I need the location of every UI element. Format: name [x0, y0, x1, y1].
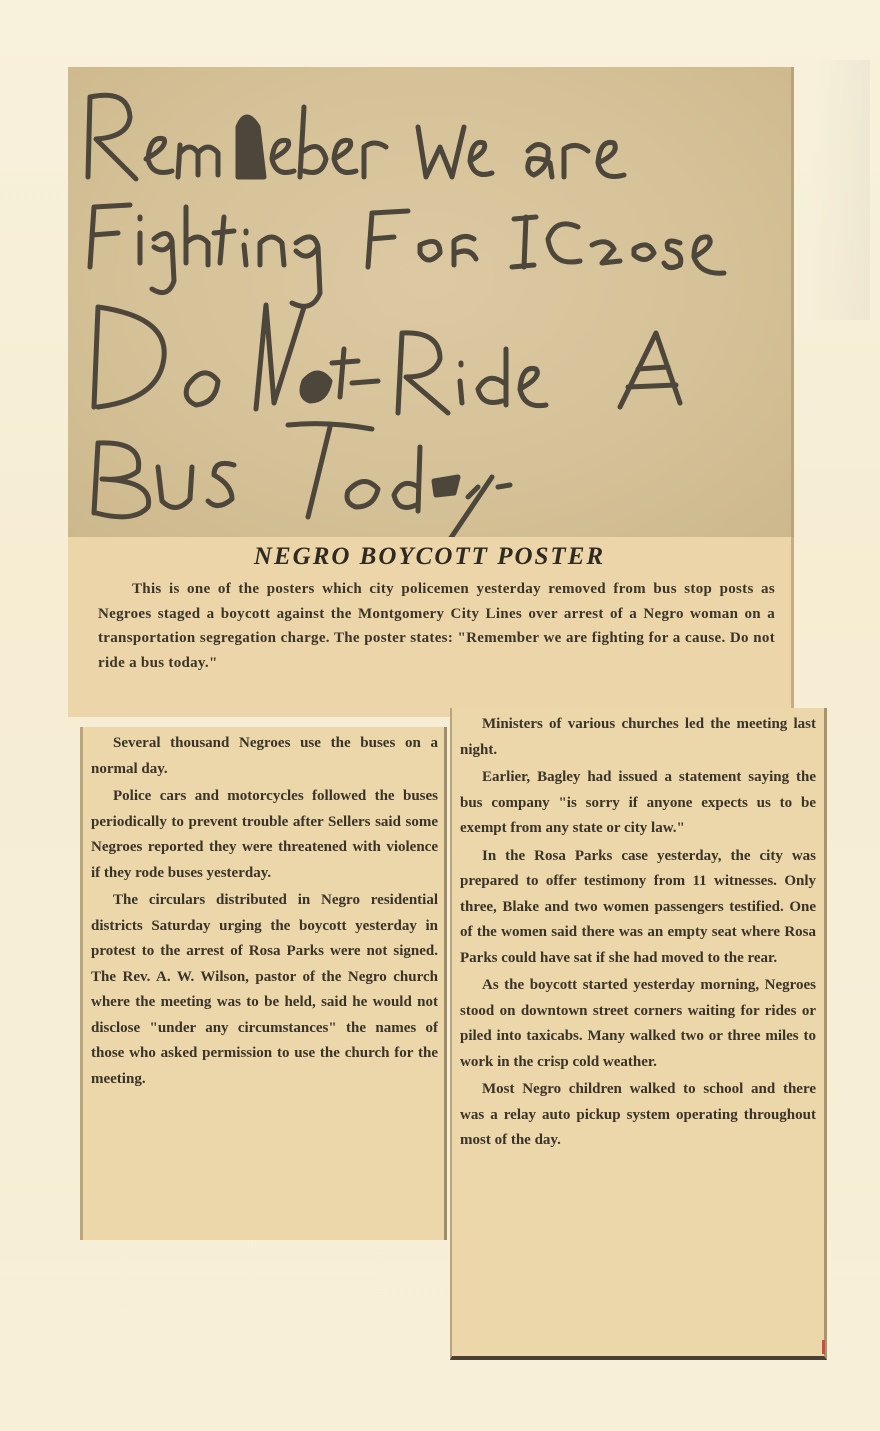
paragraph: Ministers of various churches led the meeting last night. — [460, 716, 816, 758]
paragraph: In the Rosa Parks case yesterday, the city was prepared to offer testimony from 11 witnesses. Only three, Blake and two women passengers testified. One of the women said there was an empty seat where Rosa Parks could have sat if she had moved to the rear. — [460, 847, 816, 966]
paragraph: Earlier, Bagley had issued a statement saying the bus company "is sorry if anyone expects us to be exempt from any state or city law." — [460, 769, 816, 836]
caption-text: This is one of the posters which city policemen yesterday removed from bus stop posts as Negroes staged a boycott against the Montgomery City Lines over arrest of a Negro woman on a transportation segregation charge. The poster states: "Remember we are fighting for a cause. Do not ride a bus today." — [98, 581, 775, 671]
paragraph: As the boycott started yesterday morning, Negroes stood on downtown street corners waiting for rides or piled into taxicabs. Many walked two or three miles to work in the crisp cold weather. — [460, 977, 816, 1070]
red-ink-mark — [822, 1340, 825, 1354]
paragraph: Several thousand Negroes use the buses on a normal day. — [91, 735, 438, 777]
bleed-through-shadow — [810, 60, 870, 320]
handwritten-poster-text — [68, 67, 791, 537]
paragraph: Police cars and motorcycles followed the buses periodically to prevent trouble after Sellers said some Negroes reported they were threatened with violence if they rode buses yesterday. — [91, 788, 438, 881]
article-column-left — [80, 727, 447, 1240]
article-column-right — [450, 708, 827, 1360]
poster-photo — [68, 67, 794, 537]
paragraph: Most Negro children walked to school and there was a relay auto pickup system operating throughout most of the day. — [460, 1081, 816, 1148]
caption-headline: NEGRO BOYCOTT POSTER — [253, 543, 606, 570]
photo-caption — [68, 537, 794, 717]
paragraph: The circulars distributed in Negro residential districts Saturday urging the boycott yesterday in protest to the arrest of Rosa Parks were not signed. The Rev. A. W. Wilson, pastor of the Negro church where the meeting was to be held, said he would not disclose "under any circumstances" the names of those who asked permission to use the church for the meeting. — [91, 892, 438, 1087]
